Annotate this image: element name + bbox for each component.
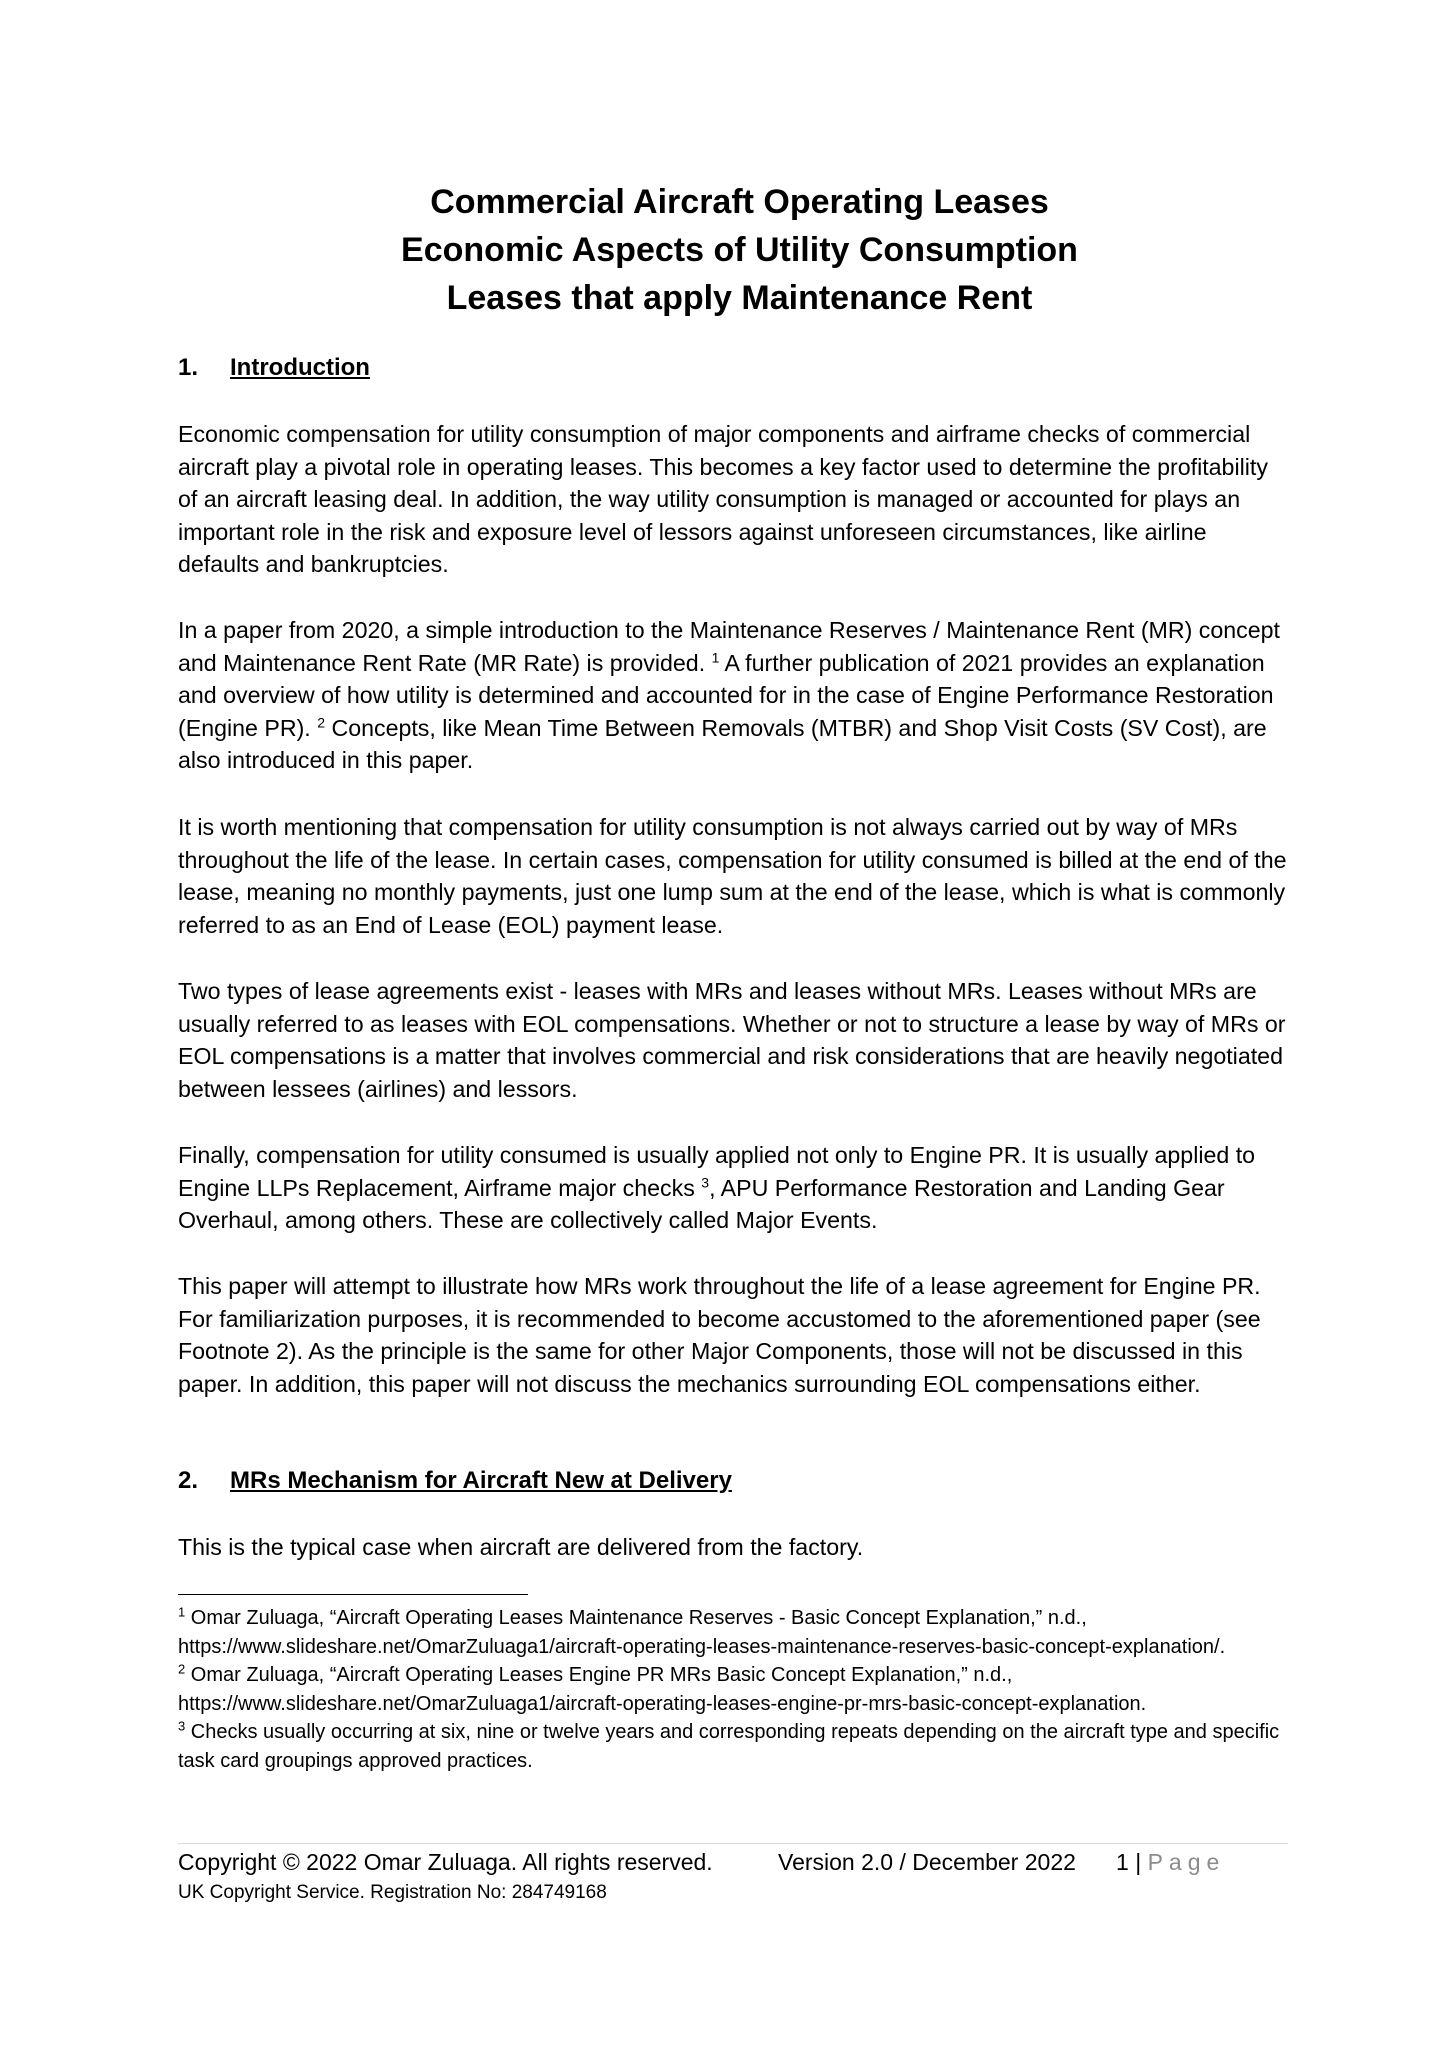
footnote-3-text: Checks usually occurring at six, nine or twelve years and corresponding repeats depending on the aircraft type and specific task card groupings approved practices. [178, 1721, 1280, 1772]
paragraph-2-part-a: In a paper from 2020, a simple introduction to the Maintenance Reserves / Maintenance Rent (MR) concept and Maintenance Rent Rate (MR Rate) is provided. [178, 617, 1280, 676]
title-line-3: Leases that apply Maintenance Rent [446, 279, 1033, 317]
footer-registration: UK Copyright Service. Registration No: 284749168 [178, 1882, 607, 1903]
footnote-2-marker: 2 [178, 1661, 186, 1677]
page-number-block [1116, 1846, 1225, 1878]
section-1-number: 1. [178, 354, 199, 381]
page-separator: | [1135, 1849, 1142, 1875]
paragraph-7: This is the typical case when aircraft are delivered from the factory. [178, 1534, 864, 1560]
paragraph-5 [178, 1139, 1288, 1237]
paragraph-2 [178, 614, 1288, 777]
footer-copyright: Copyright © 2022 Omar Zuluaga. All rights reserved. [178, 1849, 713, 1875]
footnote-1-text: Omar Zuluaga, “Aircraft Operating Leases Maintenance Reserves - Basic Concept Explanation,” n.d., https://www.slideshare.net/OmarZuluaga1/aircraft-operating-leases-maintenance-reserves-basic-concept-explanation/. [178, 1607, 1226, 1658]
page-footer [178, 1846, 1288, 1878]
footnote-2-text: Omar Zuluaga, “Aircraft Operating Leases Engine PR MRs Basic Concept Explanation,” n.d., https://www.slideshare.net/OmarZuluaga1/aircraft-operating-leases-engine-pr-mrs-basic-concept-explanation. [178, 1664, 1147, 1715]
section-2-number: 2. [178, 1467, 199, 1494]
section-2-heading [178, 1465, 732, 1497]
footer-version: Version 2.0 / December 2022 [778, 1849, 1076, 1875]
footnote-separator [178, 1594, 528, 1595]
section-2-title: MRs Mechanism for Aircraft New at Delivery [230, 1467, 732, 1494]
page-number: 1 [1116, 1849, 1129, 1875]
footnote-ref-1[interactable]: 1 [711, 648, 720, 665]
footer-separator [178, 1843, 1288, 1844]
paragraph-5-part-a: Finally, compensation for utility consumed is usually applied not only to Engine PR. It is usually applied to Engine LLPs Replacement, Airframe major checks [178, 1142, 1256, 1201]
footnote-2 [178, 1661, 1288, 1718]
footnote-ref-3[interactable]: 3 [701, 1173, 710, 1190]
paragraph-3: It is worth mentioning that compensation for utility consumption is not always carried out by way of MRs throughout the life of the lease. In certain cases, compensation for utility consumed is billed at the end of the lease, meaning no monthly payments, just one lump sum at the end of the lease, which is what is commonly referred to as an End of Lease (EOL) payment lease. [178, 814, 1287, 938]
paragraph-2-part-c: Concepts, like Mean Time Between Removals (MTBR) and Shop Visit Costs (SV Cost), are also introduced in this paper. [178, 714, 1267, 774]
footnote-1 [178, 1604, 1288, 1661]
paragraph-1: Economic compensation for utility consumption of major components and airframe checks of commercial aircraft play a pivotal role in operating leases. This becomes a key factor used to determine the profitability of an aircraft leasing deal. In addition, the way utility consumption is managed or accounted for plays an important role in the risk and exposure level of lessors against unforeseen circumstances, like airline defaults and bankruptcies. [178, 421, 1268, 578]
footnote-1-marker: 1 [178, 1604, 186, 1620]
paragraph-2-part-b: A further publication of 2021 provides an explanation and overview of how utility is determined and accounted for in the case of Engine Performance Restoration (Engine PR). [178, 649, 1274, 741]
section-1-heading [178, 352, 370, 384]
page-label: Page [1147, 1849, 1226, 1875]
footnote-3-marker: 3 [178, 1718, 186, 1734]
title-line-1: Commercial Aircraft Operating Leases [430, 183, 1049, 221]
paragraph-6: This paper will attempt to illustrate how MRs work throughout the life of a lease agreement for Engine PR. For familiarization purposes, it is recommended to become accustomed to the aforementioned paper (see Footnote 2). As the principle is the same for other Major Components, those will not be discussed in this paper. In addition, this paper will not discuss the mechanics surrounding EOL compensations either. [178, 1273, 1261, 1397]
footnotes [178, 1604, 1288, 1775]
paragraph-5-part-b: , APU Performance Restoration and Landing Gear Overhaul, among others. These are collectively called Major Events. [178, 1174, 1225, 1234]
title-line-2: Economic Aspects of Utility Consumption [401, 231, 1078, 269]
document-title [0, 178, 1449, 322]
footnote-ref-2[interactable]: 2 [317, 714, 325, 731]
paragraph-4: Two types of lease agreements exist - leases with MRs and leases without MRs. Leases without MRs are usually referred to as leases with EOL compensations. Whether or not to structure a lease by way of MRs or EOL compensations is a matter that involves commercial and risk considerations that are heavily negotiated between lessees (airlines) and lessors. [178, 978, 1286, 1102]
section-1-title: Introduction [230, 354, 370, 381]
footnote-3 [178, 1718, 1288, 1775]
